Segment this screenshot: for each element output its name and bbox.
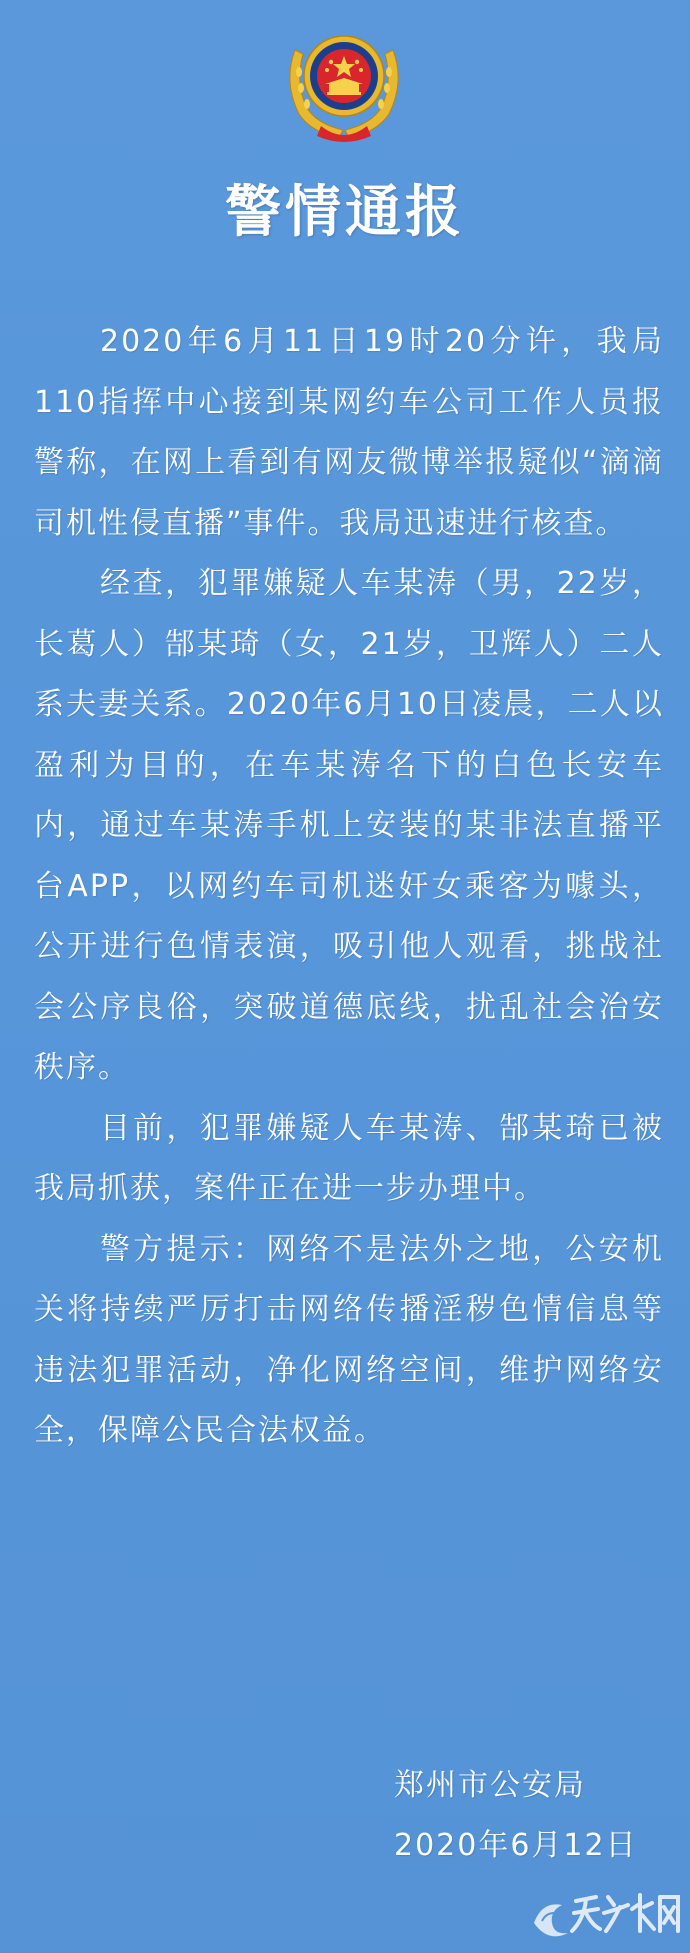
notice-paragraph: 警方提示：网络不是法外之地，公安机关将持续严厉打击网络传播淫秽色情信息等违法犯罪活动，净化网络空间，维护网络安全，保障公民合法权益。 (34, 1231, 664, 1448)
notice-title: 警情通报 (225, 180, 465, 245)
police-emblem-icon (277, 22, 411, 144)
issuer-name: 郑州市公安局 (394, 1768, 586, 1803)
issue-date: 2020年6月12日 (394, 1828, 638, 1863)
tianzhiwang-watermark-logo (528, 1883, 684, 1947)
notice-paragraph: 2020年6月11日19时20分许，我局110指挥中心接到某网约车公司工作人员报警称，在网上看到有网友微博举报疑似“滴滴司机性侵直播”事件。我局迅速进行核查。 (34, 324, 664, 541)
notice-paragraph: 目前，犯罪嫌疑人车某涛、郜某琦已被我局抓获，案件正在进一步办理中。 (34, 1110, 664, 1206)
signature-block (394, 1756, 654, 1876)
notice-body (34, 312, 664, 1462)
notice-paragraph: 经查，犯罪嫌疑人车某涛（男，22岁，长葛人）郜某琦（女，21岁，卫辉人）二人系夫妻关系。2020年6月10日凌晨，二人以盈利为目的，在车某涛名下的白色长安车内，通过车某涛手机上安装的某非法直播平台APP，以网约车司机迷奸女乘客为噱头，公开进行色情表演，吸引他人观看，挑战社会公序良俗，突破道德底线，扰乱社会治安秩序。 (34, 566, 664, 1085)
